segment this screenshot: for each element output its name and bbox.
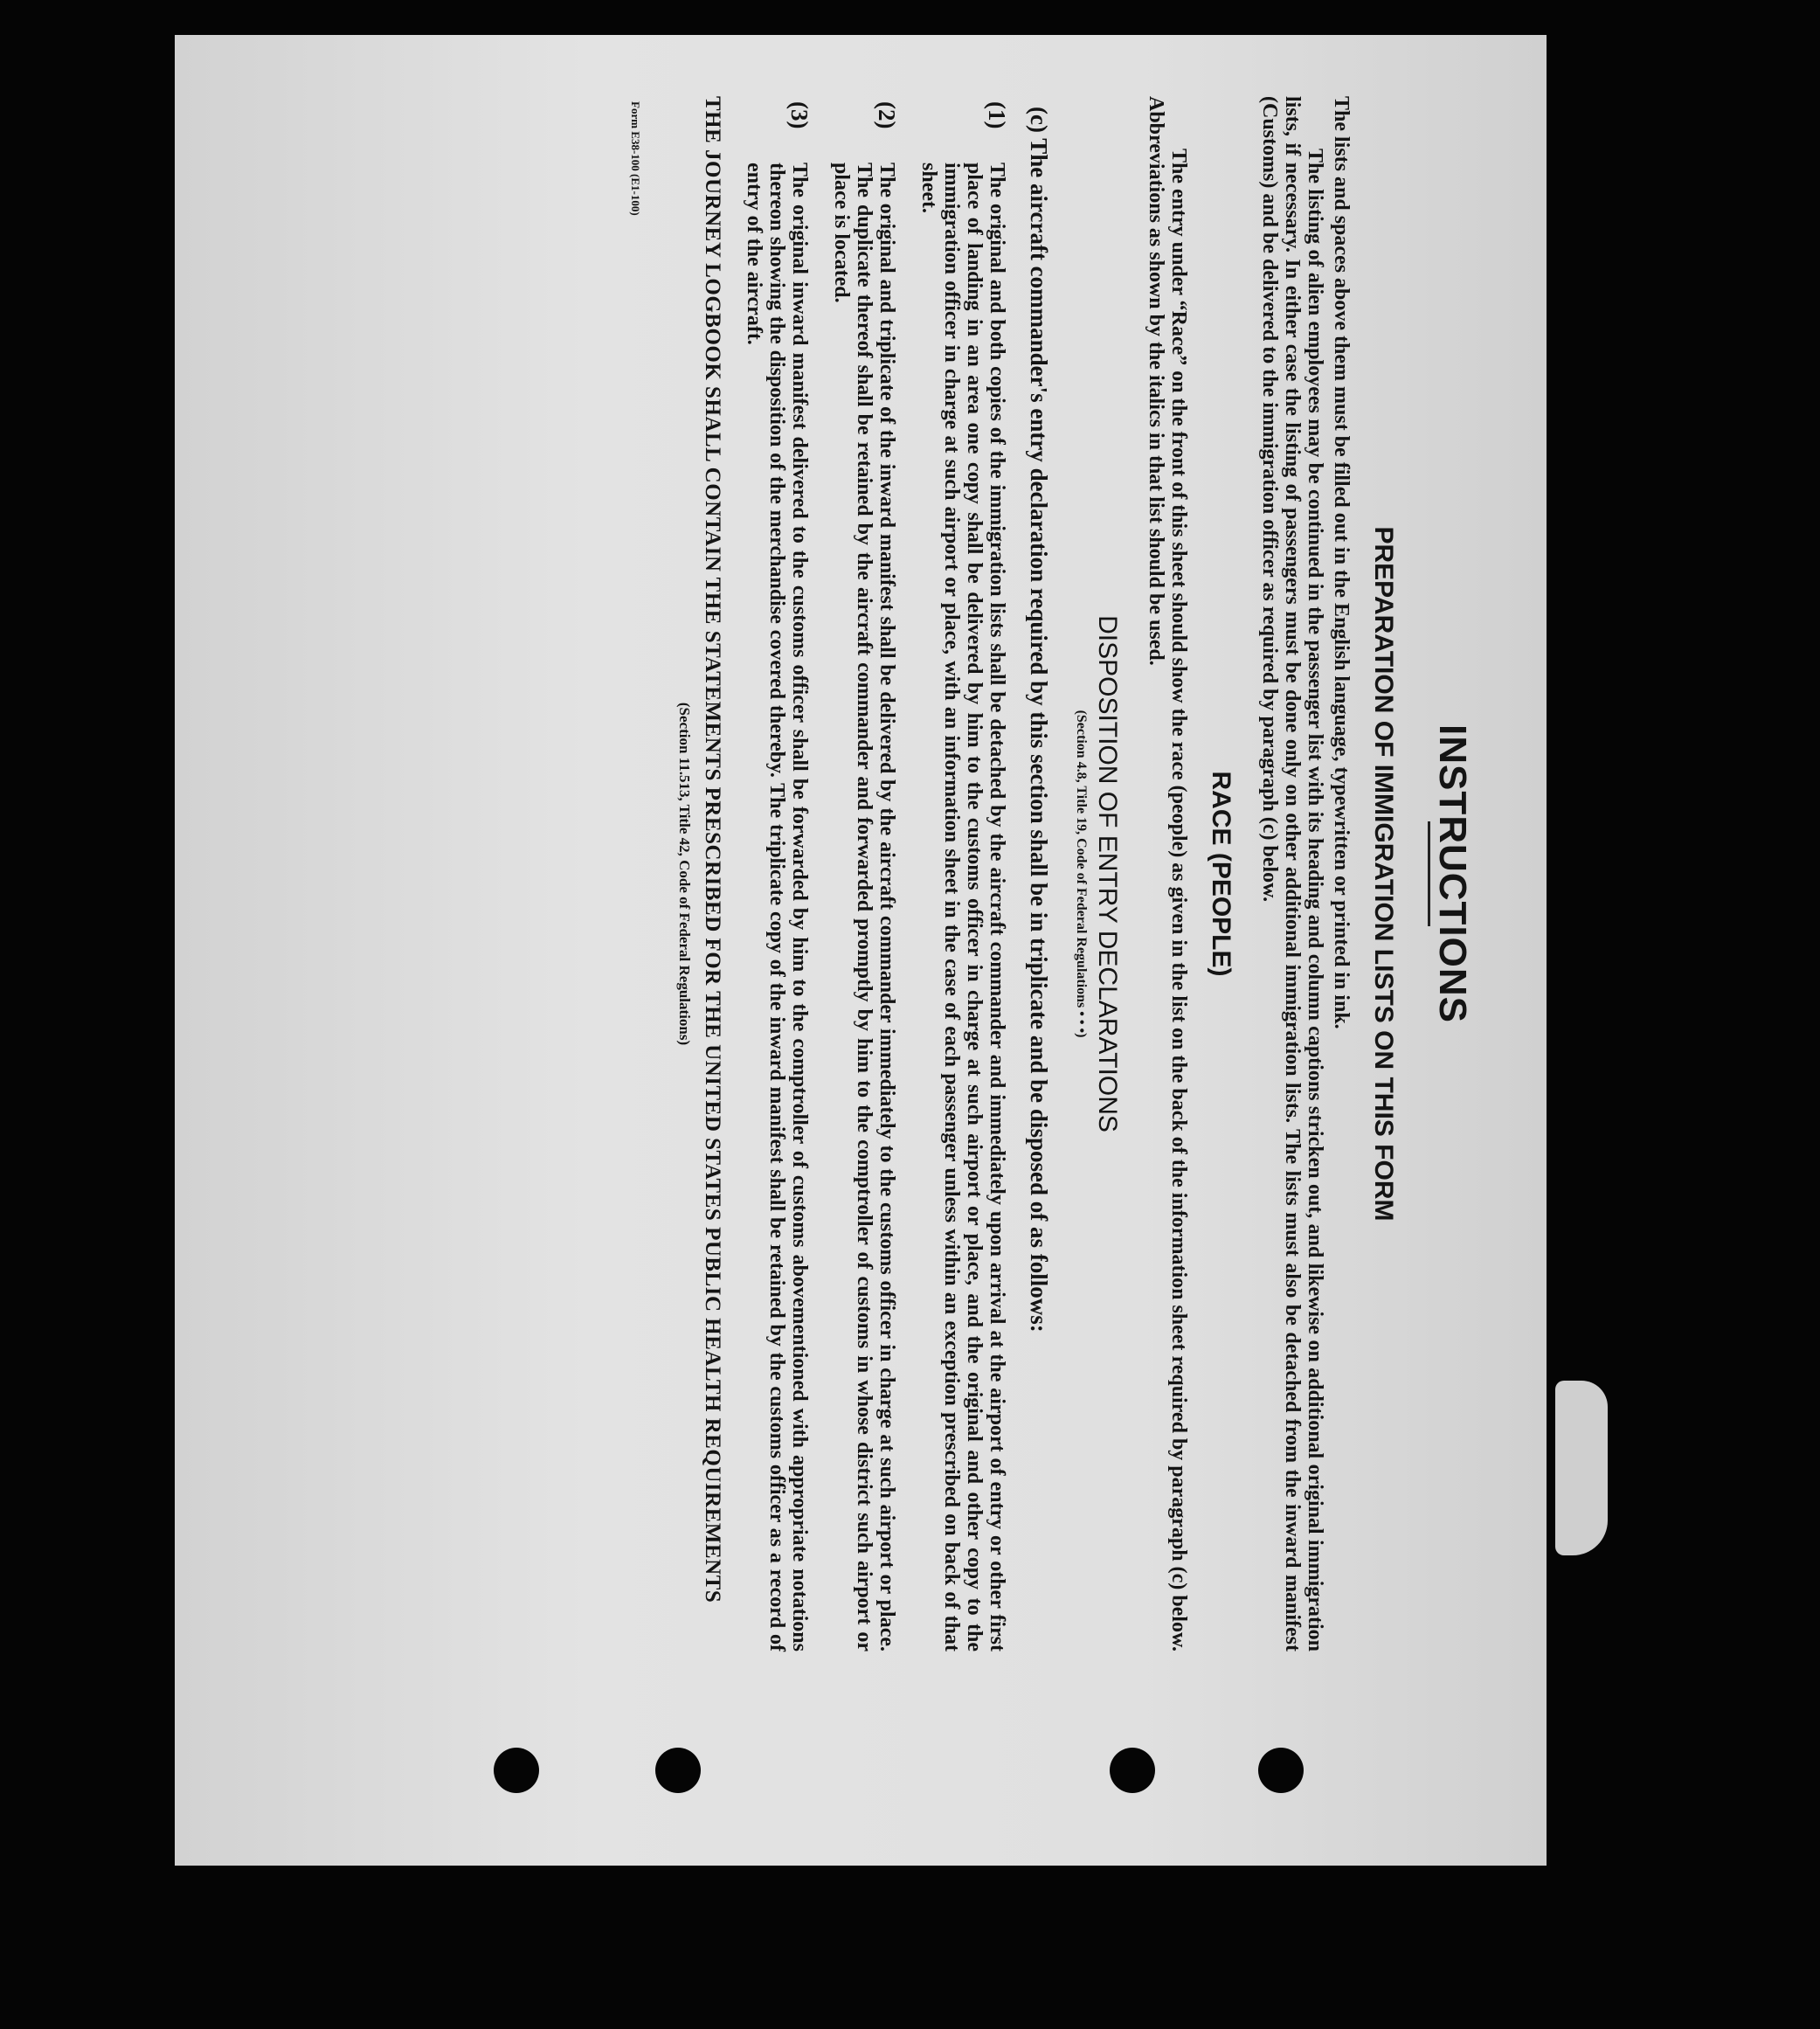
section-heading: PREPARATION OF IMMIGRATION LISTS ON THIS FORM xyxy=(1369,526,1398,1222)
item-number: (2) xyxy=(874,101,900,129)
rotated-text-block xyxy=(310,96,1481,1652)
list-item xyxy=(743,96,811,1652)
item-text: The original and triplicate of the inward manifest shall be delivered by the aircraft commander immediately to the customs officer in charge at such airport or place. The duplicate thereof shall be retained by the aircraft commander and forwarded promptly by him to the comptroller of customs in whose district such airport or place is located. xyxy=(830,163,898,1652)
paragraph: The listing of alien employees may be continued in the passenger list with its heading and column captions stricken out, and likewise on additional original immigration lists, if necessary. In either case the listing of passengers must be done only on other additional immigration lists. The lists must also be detached from the inward manifest (Customs) and be delivered to the immigration officer as required by paragraph (c) below. xyxy=(1258,96,1326,1652)
item-number: (3) xyxy=(786,101,813,129)
title-rule xyxy=(1428,821,1430,926)
paragraph: The lists and spaces above them must be filled out in the English language, typewritten or printed in ink. xyxy=(1330,96,1353,1029)
punch-hole xyxy=(494,1748,539,1793)
torn-edge xyxy=(1555,1381,1608,1555)
list-item xyxy=(917,96,1008,1652)
item-text: The original inward manifest delivered to the customs officer shall be forwarded by him to the comptroller of customs abovementioned with appropriate notations thereon showing the disposition of the merchandise covered thereby. The triplicate copy of the inward manifest shall be retained by the customs officer as a record of entry of the aircraft. xyxy=(743,163,811,1652)
punch-hole xyxy=(655,1748,701,1793)
footer-statement: THE JOURNEY LOGBOOK SHALL CONTAIN THE STATEMENTS PRESCRIBED FOR THE UNITED STATES PUBLIC HEALTH REQUIREMENTS xyxy=(701,96,724,1603)
lead-paragraph: (c) The aircraft commander's entry declaration required by this section shall be in triplicate and be disposed of as follows: xyxy=(1026,107,1052,1333)
race-paragraph: The entry under “Race” on the front of this sheet should show the race (people) as given in the list on the back of the information sheet required by paragraph (c) below. Abbreviations as shown by the italics in that list should be used. xyxy=(1145,96,1190,1652)
form-number: Form E38-100 (E1-100) xyxy=(629,101,642,216)
punch-hole xyxy=(1110,1748,1155,1793)
footer-citation: (Section 11.513, Title 42, Code of Federal Regulations) xyxy=(676,702,693,1046)
list-item xyxy=(830,96,898,1652)
item-number: (1) xyxy=(984,101,1010,129)
disposition-heading: DISPOSITION OF ENTRY DECLARATIONS xyxy=(1093,615,1122,1132)
race-heading: RACE (PEOPLE) xyxy=(1207,771,1235,977)
punch-hole xyxy=(1258,1748,1304,1793)
document-title: INSTRUCTIONS xyxy=(1431,724,1474,1023)
disposition-citation: (Section 4.8, Title 19, Code of Federal Regulations • • •) xyxy=(1074,710,1089,1038)
item-text: The original and both copies of the immigration lists shall be detached by the aircraft commander and immediately upon arrival at the airport of entry or other first place of landing in an area one copy shall be delivered by him to the customs officer in charge at such airport or place, and the original and other copy to the immigration officer in charge at such airport or place, with an information sheet in the case of each passenger unless within an exception prescribed on back of that sheet. xyxy=(917,163,1008,1652)
